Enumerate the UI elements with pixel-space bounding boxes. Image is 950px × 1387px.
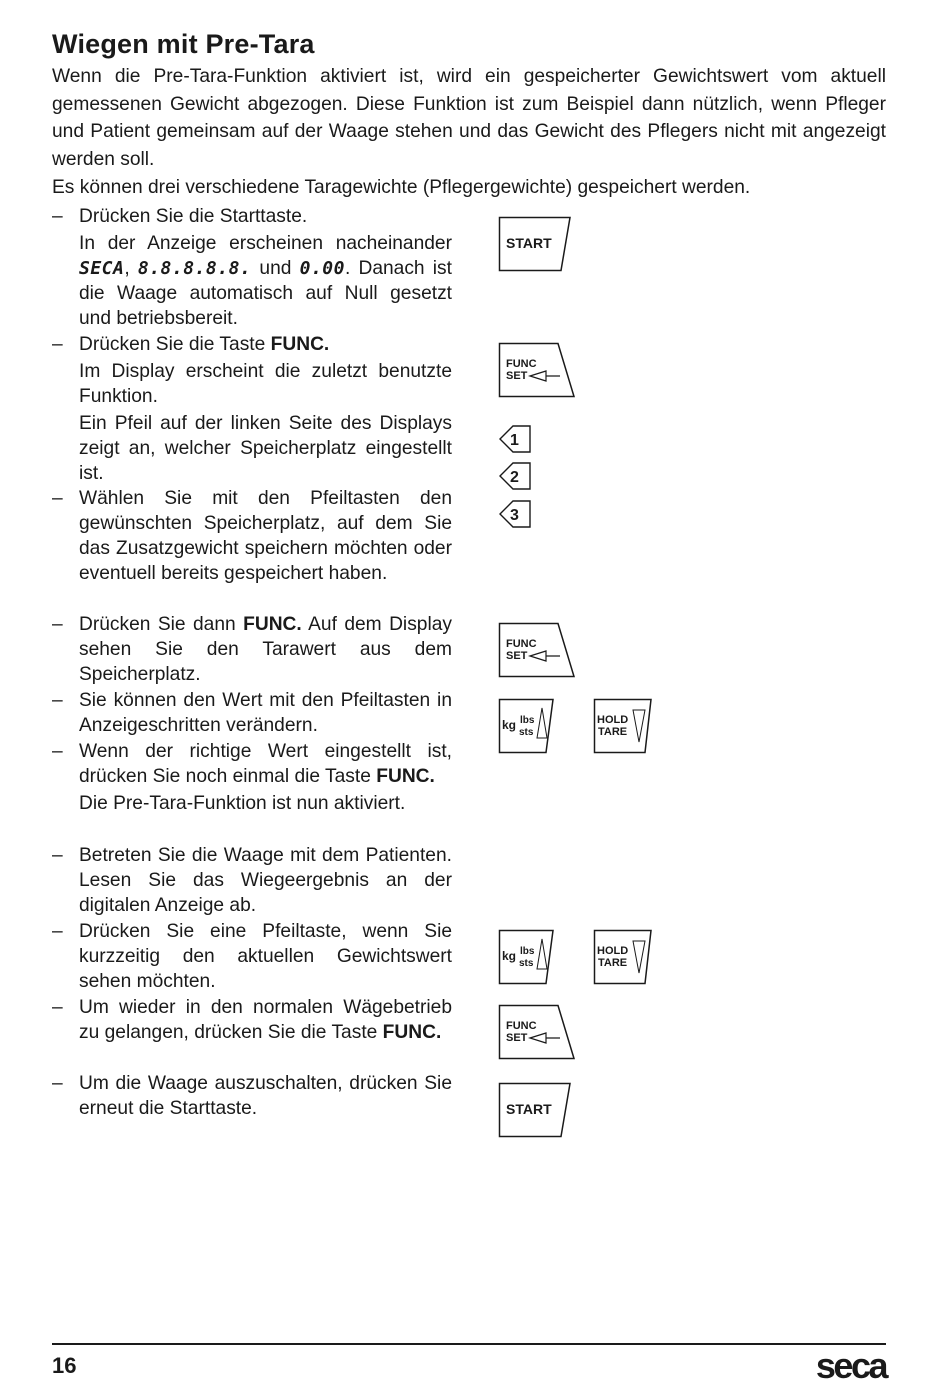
step-normal-mode bbox=[52, 995, 452, 1045]
display-zero: 0.00 bbox=[299, 258, 345, 279]
display-seca: SECA bbox=[79, 258, 125, 279]
svg-text:lbs: lbs bbox=[520, 715, 535, 726]
svg-text:FUNC: FUNC bbox=[506, 638, 537, 650]
unit-down-key-icon bbox=[498, 929, 556, 985]
step-show-current bbox=[52, 919, 452, 994]
svg-text:sts: sts bbox=[519, 727, 534, 738]
step-text: Sie können den Wert mit den Pfeiltasten in Anzeigeschritten verändern. bbox=[79, 690, 452, 736]
step-text: Drücken Sie dann FUNC. Auf dem Display sehen Sie den Tarawert aus dem Speicherplatz. bbox=[79, 614, 452, 685]
svg-text:TARE: TARE bbox=[598, 726, 628, 738]
step-start bbox=[52, 204, 452, 331]
step-text: Betreten Sie die Waage mit dem Patienten. Lesen Sie das Wiegeergebnis an der digitalen Anzeige ab. bbox=[79, 845, 452, 916]
footer-divider bbox=[52, 1343, 886, 1345]
step-text: Um die Waage auszuschalten, drücken Sie erneut die Starttaste. bbox=[79, 1073, 452, 1119]
svg-text:START: START bbox=[506, 235, 552, 251]
list-dash: – bbox=[52, 1073, 63, 1094]
memory-slot-3-icon bbox=[498, 499, 532, 534]
list-dash: – bbox=[52, 488, 63, 509]
svg-text:TARE: TARE bbox=[598, 957, 628, 969]
step-text: Drücken Sie die Taste FUNC. bbox=[79, 334, 330, 355]
list-dash: – bbox=[52, 690, 63, 711]
step-text: Drücken Sie eine Pfeiltaste, wenn Sie kurzzeitig den aktuellen Gewichtswert sehen möchten. bbox=[79, 921, 452, 992]
list-dash: – bbox=[52, 334, 63, 355]
svg-text:2: 2 bbox=[510, 469, 519, 486]
list-dash: – bbox=[52, 997, 63, 1018]
page-title: Wiegen mit Pre-Tara bbox=[52, 29, 315, 59]
step-text: Wählen Sie mit den Pfeiltasten den gewünschten Speicherplatz, auf dem Sie das Zusatzgewicht speichern möchten oder eventuell bereits gespeichert haben. bbox=[79, 488, 452, 584]
step-adjust-value bbox=[52, 688, 452, 738]
memory-slot-2-icon bbox=[498, 461, 532, 496]
unit-down-key-icon bbox=[498, 698, 556, 754]
step-text: Drücken Sie die Starttaste. bbox=[79, 206, 308, 227]
step-text: Wenn der richtige Wert eingestellt ist, drücken Sie noch einmal die Taste FUNC. bbox=[79, 741, 452, 787]
step-switch-off bbox=[52, 1071, 452, 1121]
page-number: 16 bbox=[52, 1353, 77, 1378]
hold-tare-up-key-icon bbox=[593, 698, 653, 754]
step-note: Ein Pfeil auf der linken Seite des Displays zeigt an, welcher Speicherplatz eingestellt ist. bbox=[79, 413, 452, 484]
list-dash: – bbox=[52, 845, 63, 866]
hold-tare-up-key-icon bbox=[593, 929, 653, 985]
svg-text:HOLD: HOLD bbox=[597, 945, 629, 957]
func-set-key-icon bbox=[498, 342, 576, 398]
svg-text:3: 3 bbox=[510, 507, 519, 524]
memory-slot-1-icon bbox=[498, 424, 532, 459]
svg-text:1: 1 bbox=[510, 432, 519, 449]
step-text: Um wieder in den normalen Wägebetrieb zu gelangen, drücken Sie die Taste FUNC. bbox=[79, 997, 452, 1043]
step-note: In der Anzeige erscheinen nacheinander SECA, 8.8.8.8.8. und 0.00. Danach ist die Waage automatisch auf Null gesetzt und betriebsbereit. bbox=[79, 233, 452, 329]
func-set-key-icon bbox=[498, 622, 576, 678]
intro-paragraph: Es können drei verschiedene Taragewichte (Pflegergewichte) gespeichert werden. bbox=[52, 177, 751, 198]
svg-text:SET: SET bbox=[506, 370, 528, 382]
list-dash: – bbox=[52, 741, 63, 762]
step-note: Im Display erscheint die zuletzt benutzte Funktion. bbox=[79, 361, 452, 407]
func-set-key-icon bbox=[498, 1004, 576, 1060]
step-func bbox=[52, 332, 452, 486]
intro-paragraph: Wenn die Pre-Tara-Funktion aktiviert ist, wird ein gespeicherter Gewichtswert vom aktuell gemessenen Gewicht abgezogen. Diese Funktion ist zum Beispiel dann nützlich, wenn Pfleger und Patient gemeinsam auf der Waage stehen und das Gewicht des Pflegers nicht mit angezeigt werden soll. bbox=[52, 66, 886, 170]
display-segment-test: 8.8.8.8.8. bbox=[137, 258, 252, 279]
svg-text:FUNC: FUNC bbox=[506, 1020, 537, 1032]
svg-text:sts: sts bbox=[519, 958, 534, 969]
svg-text:SET: SET bbox=[506, 1032, 528, 1044]
step-note: Die Pre-Tara-Funktion ist nun aktiviert. bbox=[79, 793, 406, 814]
svg-text:kg: kg bbox=[502, 949, 517, 963]
seca-logo: seca bbox=[815, 1345, 886, 1386]
svg-text:HOLD: HOLD bbox=[597, 714, 629, 726]
svg-text:kg: kg bbox=[502, 718, 517, 732]
list-dash: – bbox=[52, 206, 63, 227]
svg-text:lbs: lbs bbox=[520, 946, 535, 957]
step-confirm bbox=[52, 739, 452, 816]
start-key-icon bbox=[498, 216, 572, 272]
list-dash: – bbox=[52, 614, 63, 635]
step-select-memory bbox=[52, 486, 452, 586]
start-key-icon bbox=[498, 1082, 572, 1138]
intro bbox=[52, 63, 886, 202]
svg-text:SET: SET bbox=[506, 650, 528, 662]
step-weigh-patient bbox=[52, 843, 452, 918]
list-dash: – bbox=[52, 921, 63, 942]
svg-text:START: START bbox=[506, 1101, 552, 1117]
step-func-again bbox=[52, 612, 452, 687]
svg-text:FUNC: FUNC bbox=[506, 358, 537, 370]
